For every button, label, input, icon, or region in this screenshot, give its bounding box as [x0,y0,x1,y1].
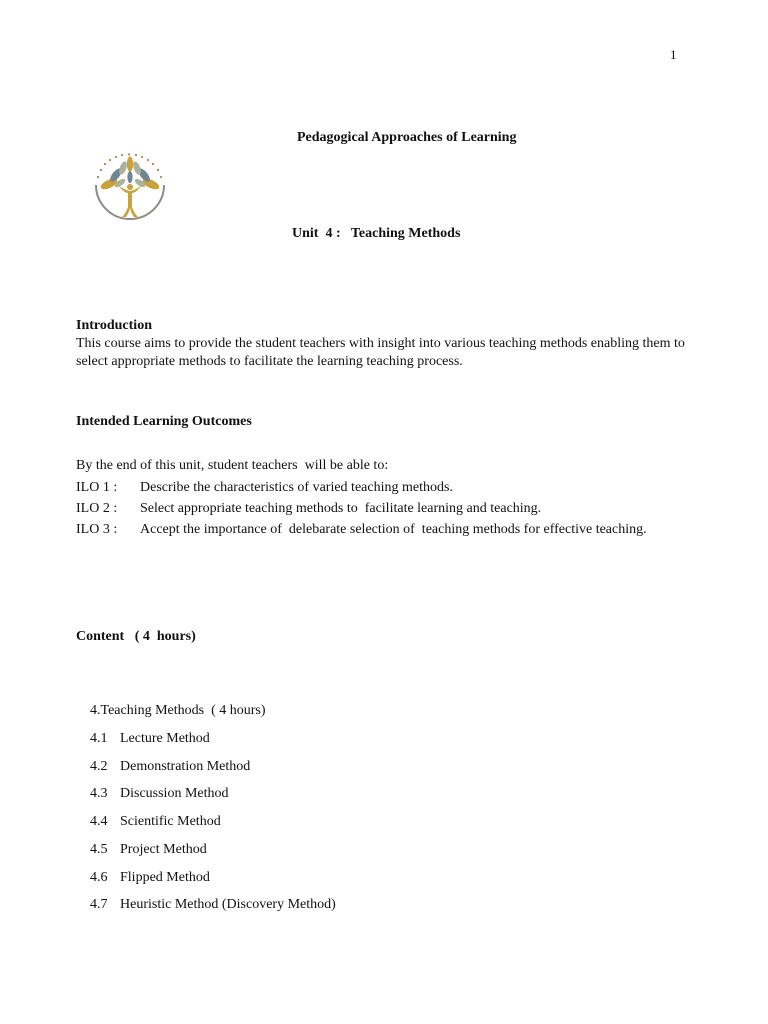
content-item-number: 4.4 [90,814,108,829]
introduction-text: This course aims to provide the student teachers with insight into various teaching methods enabling them to select appropriate methods to facilitate the learning teaching process. [76,336,685,369]
content-item-number: 4.3 [90,786,108,801]
content-item-label: Discussion Method [120,786,229,801]
content-item-label: Demonstration Method [120,759,251,774]
content-item-number: 4.1 [90,731,108,746]
document-title: Pedagogical Approaches of Learning [297,130,517,145]
outcome-text: Describe the characteristics of varied teaching methods. [140,480,453,495]
outcome-label: ILO 2 : [76,501,118,516]
outcome-text: Select appropriate teaching methods to facilitate learning and teaching. [140,501,542,516]
outcomes-heading: Intended Learning Outcomes [76,414,252,429]
content-list-title: 4.Teaching Methods ( 4 hours) [90,703,266,718]
content-item-label: Lecture Method [120,731,210,746]
page-number: 1 [670,47,677,62]
outcome-text: Accept the importance of delebarate selection of teaching methods for effective teaching. [140,522,647,537]
content-item-label: Scientific Method [120,814,221,829]
content-item-label: Project Method [120,842,207,857]
outcome-label: ILO 3 : [76,522,118,537]
content-item-label: Heuristic Method (Discovery Method) [120,897,336,912]
outcome-label: ILO 1 : [76,480,118,495]
content-item-number: 4.5 [90,842,108,857]
content-item-number: 4.7 [90,897,108,912]
introduction-heading: Introduction [76,318,152,333]
content-item-label: Flipped Method [120,870,210,885]
unit-title: Unit 4 : Teaching Methods [292,226,461,241]
tree-person-emblem-icon [92,151,168,225]
content-item-number: 4.6 [90,870,108,885]
content-heading: Content ( 4 hours) [76,629,196,644]
outcomes-lead: By the end of this unit, student teachers will be able to: [76,458,389,473]
content-item-number: 4.2 [90,759,108,774]
logo [92,151,168,225]
